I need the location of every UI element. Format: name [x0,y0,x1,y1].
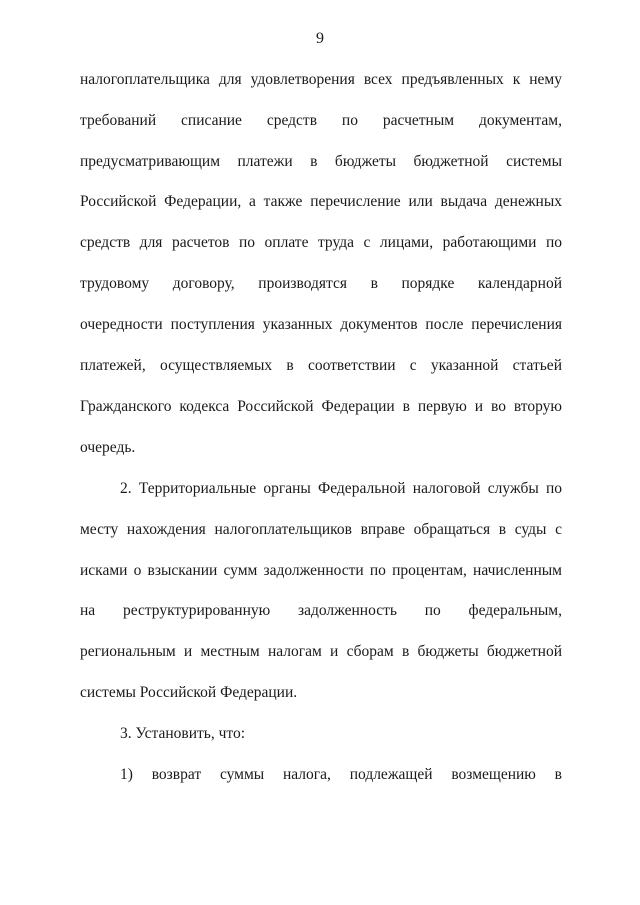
text-line: требований списание средств по расчетным документам, [80,112,562,129]
text-line: очередности поступления указанных документов после перечисления [80,316,562,333]
item-1-first-line: 1) возврат суммы налога, подлежащей возмещению в [120,766,562,783]
text-line: трудовому договору, производятся в порядке календарной [80,275,562,292]
text-line: региональным и местным налогам и сборам в бюджеты бюджетной [80,643,562,660]
text-line: предусматривающим платежи в бюджеты бюджетной системы [80,153,562,170]
text-line: налогоплательщика для удовлетворения всех предъявленных к нему [80,71,562,88]
text-line: месту нахождения налогоплательщиков вправе обращаться в суды с [80,521,562,538]
text-line: Российской Федерации, а также перечисление или выдача денежных [80,193,562,210]
paragraph-3-first-line: 3. Установить, что: [120,725,246,742]
text-line: Гражданского кодекса Российской Федерации в первую и во вторую [80,398,562,415]
text-line: исками о взыскании сумм задолженности по процентам, начисленным [80,562,562,579]
text-line: системы Российской Федерации. [80,684,298,701]
text-line: на реструктурированную задолженность по федеральным, [80,602,562,619]
text-line: очередь. [80,439,136,456]
page-number: 9 [316,30,324,47]
text-line: платежей, осуществляемых в соответствии с указанной статьей [80,357,562,374]
text-line: средств для расчетов по оплате труда с лицами, работающими по [80,234,562,251]
paragraph-2-first-line: 2. Территориальные органы Федеральной налоговой службы по [120,480,562,497]
